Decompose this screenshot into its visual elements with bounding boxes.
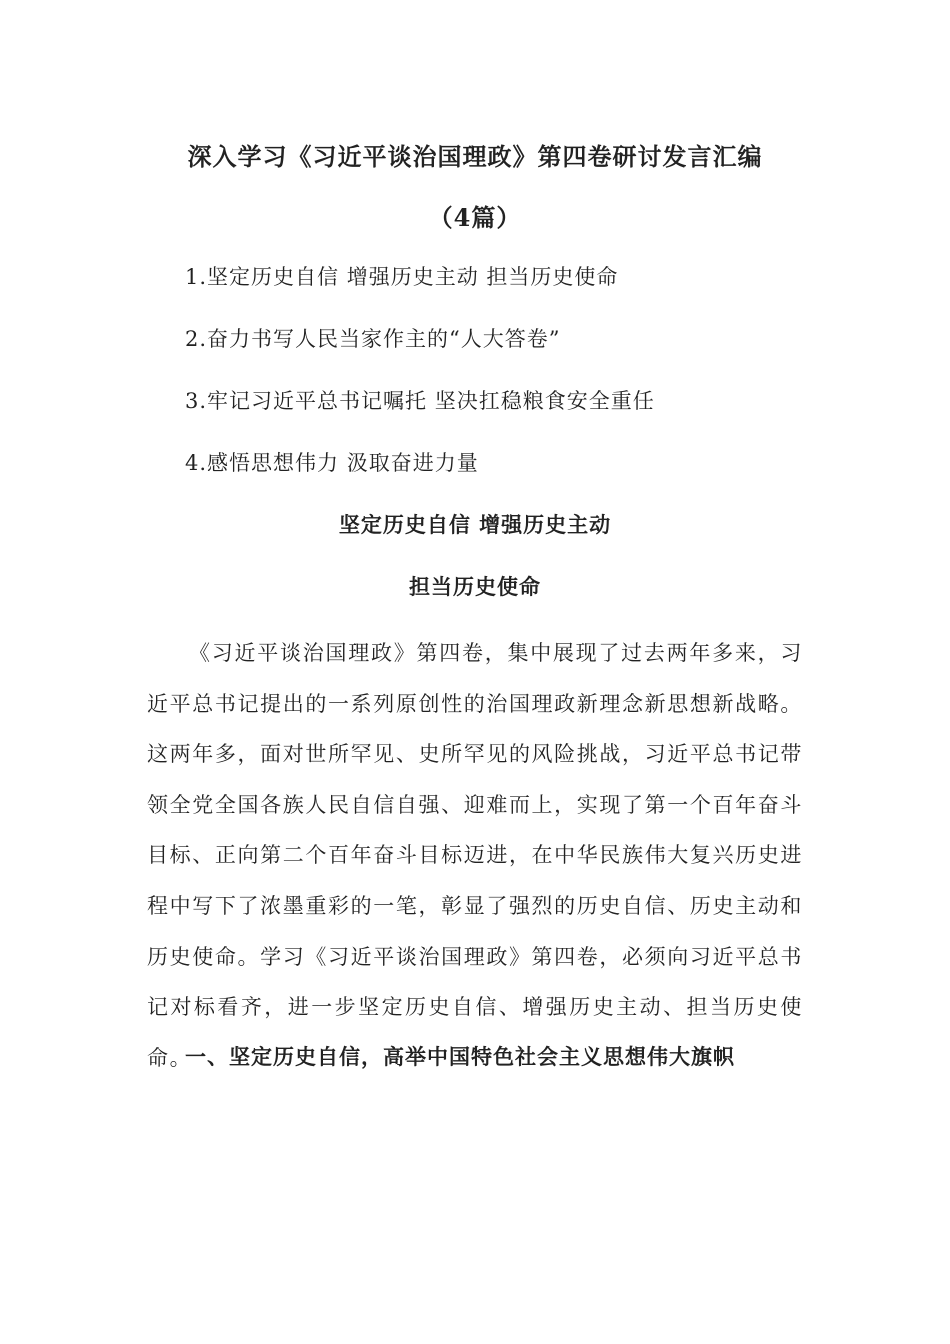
toc-item: 1.坚定历史自信 增强历史主动 担当历史使命 xyxy=(185,265,619,289)
body-paragraph: 《习近平谈治国理政》第四卷，集中展现了过去两年多来，习近平总书记提出的一系列原创性的治国理政新理念新思想新战略。这两年多，面对世所罕见、史所罕见的风险挑战，习近平总书记带领全党全国各族人民自信自强、迎难而上，实现了第一个百年奋斗目标、正向第二个百年奋斗目标迈进，在中华民族伟大复兴历史进程中写下了浓墨重彩的一笔，彰显了强烈的历史自信、历史主动和历史使命。学习《习近平谈治国理政》第四卷，必须向习近平总书记对标看齐，进一步坚定历史自信、增强历史主动、担当历史使命。 xyxy=(147,641,803,1070)
toc-item: 3.牢记习近平总书记嘱托 坚决扛稳粮食安全重任 xyxy=(185,389,655,413)
section-title: 坚定历史自信 增强历史主动 xyxy=(338,512,612,537)
toc-item: 2.奋力书写人民当家作主的“人大答卷” xyxy=(185,327,561,351)
section-subtitle: 担当历史使命 xyxy=(409,574,541,599)
toc-item: 4.感悟思想伟力 汲取奋进力量 xyxy=(185,451,479,475)
section-heading: 一、坚定历史自信，高举中国特色社会主义思想伟大旗帜 xyxy=(185,1044,735,1069)
document-title: 深入学习《习近平谈治国理政》第四卷研讨发言汇编 xyxy=(187,142,763,171)
document-subtitle: （4篇） xyxy=(428,203,522,232)
